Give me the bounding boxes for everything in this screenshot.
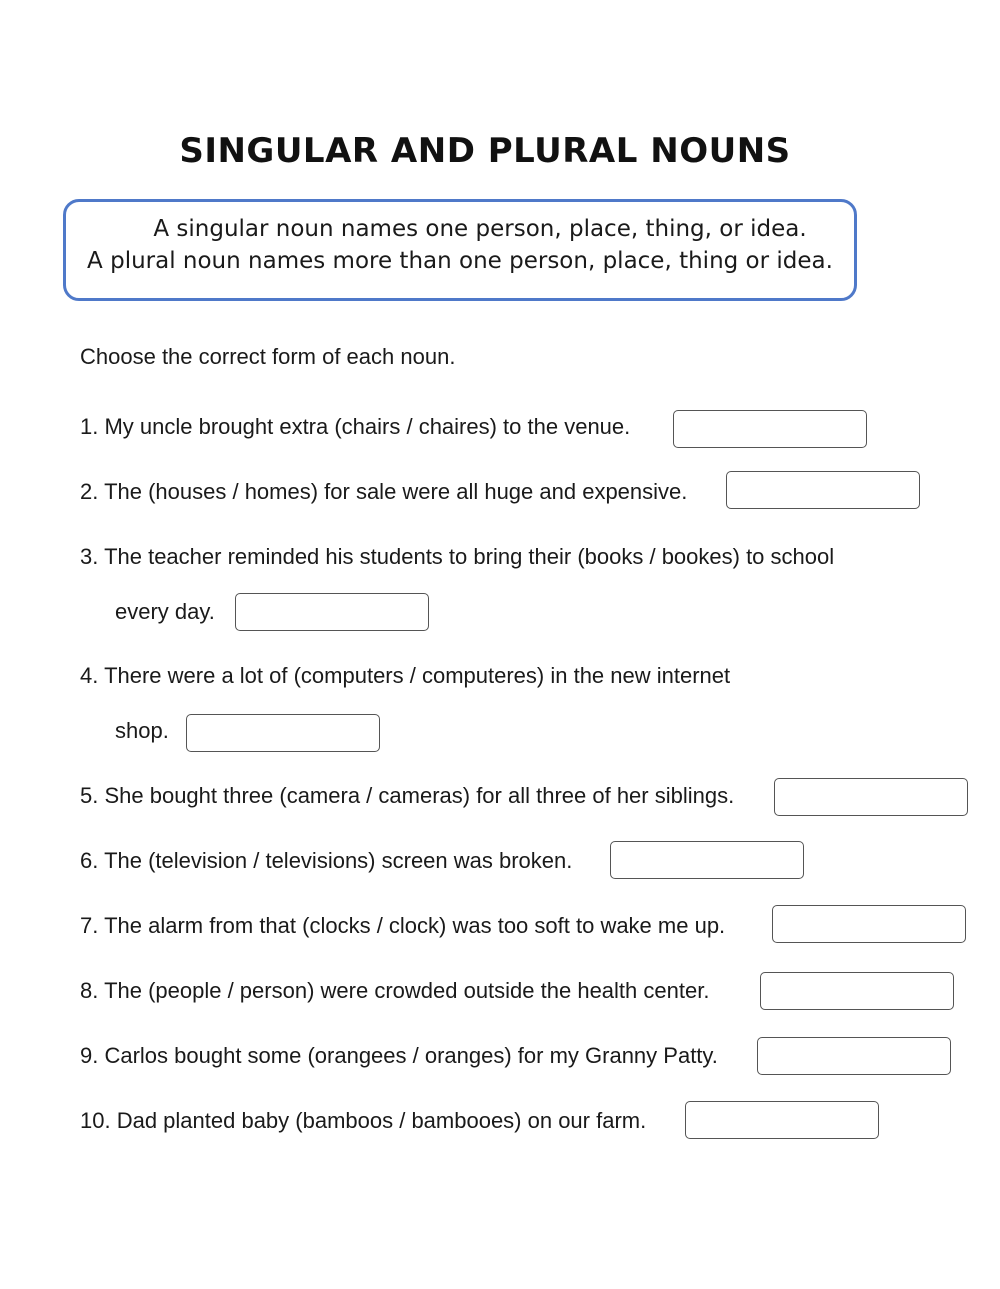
question-3-continuation: every day. xyxy=(115,599,215,624)
answer-input-8[interactable] xyxy=(760,972,954,1010)
question-1-text: 1. My uncle brought extra (chairs / chaires) to the venue. xyxy=(80,414,631,439)
question-10-text: 10. Dad planted baby (bamboos / bambooes) on our farm. xyxy=(80,1108,647,1133)
definition-singular: A singular noun names one person, place, thing, or idea. xyxy=(153,216,807,242)
question-8-text: 8. The (people / person) were crowded outside the health center. xyxy=(80,978,710,1003)
answer-input-7[interactable] xyxy=(772,905,966,943)
answer-input-6[interactable] xyxy=(610,841,804,879)
instructions: Choose the correct form of each noun. xyxy=(80,344,456,369)
definition-box xyxy=(63,199,857,301)
answer-input-1[interactable] xyxy=(673,410,867,448)
question-9-text: 9. Carlos bought some (orangees / oranges) for my Granny Patty. xyxy=(80,1043,718,1068)
question-4-continuation: shop. xyxy=(115,718,169,743)
answer-input-2[interactable] xyxy=(726,471,920,509)
answer-input-3[interactable] xyxy=(235,593,429,631)
answer-input-10[interactable] xyxy=(685,1101,879,1139)
question-2-text: 2. The (houses / homes) for sale were all huge and expensive. xyxy=(80,479,688,504)
definition-plural: A plural noun names more than one person, place, thing or idea. xyxy=(87,248,833,274)
question-7-text: 7. The alarm from that (clocks / clock) was too soft to wake me up. xyxy=(80,913,726,938)
answer-input-4[interactable] xyxy=(186,714,380,752)
page-title: SINGULAR AND PLURAL NOUNS xyxy=(179,131,791,171)
answer-input-9[interactable] xyxy=(757,1037,951,1075)
question-3-text: 3. The teacher reminded his students to bring their (books / bookes) to school xyxy=(80,544,835,569)
question-4-text: 4. There were a lot of (computers / computeres) in the new internet xyxy=(80,663,731,688)
question-5-text: 5. She bought three (camera / cameras) for all three of her siblings. xyxy=(80,783,735,808)
question-6-text: 6. The (television / televisions) screen was broken. xyxy=(80,848,573,873)
answer-input-5[interactable] xyxy=(774,778,968,816)
